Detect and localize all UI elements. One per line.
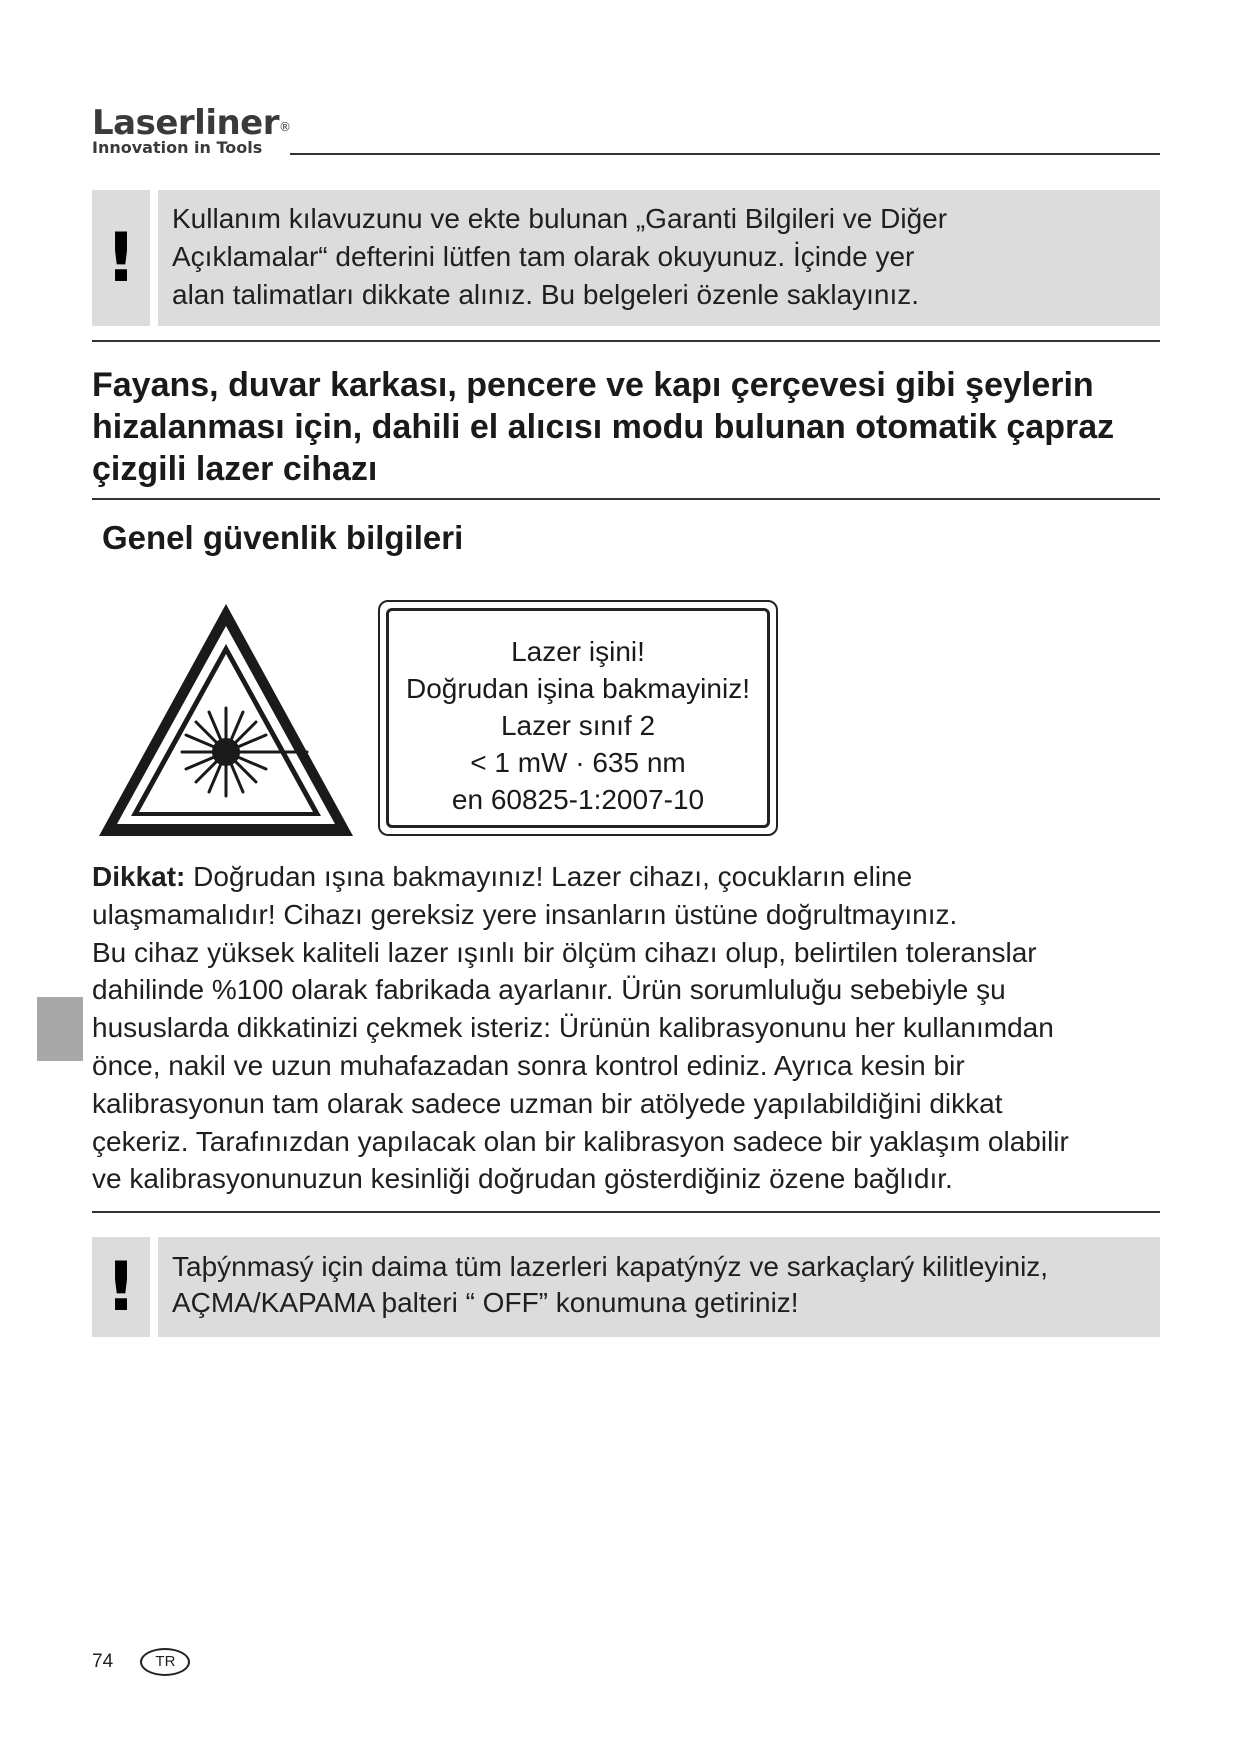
divider	[92, 498, 1160, 500]
notice-read-manual	[92, 190, 1160, 326]
body-line: kalibrasyonun tam olarak sadece uzman bir atölyede yapılabildiğini dikkat	[92, 1087, 1003, 1119]
body-line: dahilinde %100 olarak fabrikada ayarlanır. Ürün sorumluluğu sebebiyle şu	[92, 974, 1006, 1006]
language-badge: TR	[140, 1648, 190, 1676]
body-line: ulaşmamalıdır! Cihazı gereksiz yere insanların üstüne doğrultmayınız.	[92, 898, 958, 930]
exclamation-icon: !	[92, 1237, 150, 1337]
brand-logo	[92, 104, 291, 156]
notice-text	[158, 1237, 1160, 1337]
notice-line: Açıklamalar“ defterini lütfen tam olarak okuyunuz. İçinde yer	[172, 241, 915, 272]
safety-body-text	[92, 858, 1162, 1198]
body-line: çekeriz. Tarafınızdan yapılacak olan bir kalibrasyon sadece bir yaklaşım olabilir	[92, 1125, 1069, 1157]
divider	[92, 340, 1160, 342]
exclamation-icon: !	[92, 190, 150, 326]
notice-line: alan talimatları dikkate alınız. Bu belgeleri özenle saklayınız.	[172, 279, 920, 310]
body-line: önce, nakil ve uzun muhafazadan sonra kontrol ediniz. Ayrıca kesin bir	[92, 1049, 965, 1081]
header-rule	[290, 153, 1160, 155]
chapter-tab-marker	[37, 997, 83, 1061]
caution-keyword: Dikkat:	[92, 861, 186, 892]
brand-tagline: Innovation in Tools	[92, 138, 263, 157]
section-title: Genel güvenlik bilgileri	[102, 519, 464, 556]
notice-line: Taþýnmasý için daima tüm lazerleri kapatýnýz ve sarkaçlarý kilitleyiniz,	[172, 1251, 1049, 1282]
body-line: Bu cihaz yüksek kaliteli lazer ışınlı bir ölçüm cihazı olup, belirtilen toleranslar	[92, 936, 1037, 968]
notice-line: Kullanım kılavuzunu ve ekte bulunan „Garanti Bilgileri ve Diğer	[172, 203, 948, 234]
title-line: Fayans, duvar karkası, pencere ve kapı çerçevesi gibi şeylerin	[92, 366, 1094, 404]
laser-label-line: en 60825-1:2007-10	[451, 784, 705, 815]
title-line: hizalanması için, dahili el alıcısı modu bulunan otomatik çapraz	[92, 408, 1115, 446]
laser-label-line: Lazer işini!	[511, 636, 645, 667]
page-footer	[92, 1648, 190, 1676]
title-line: çizgili lazer cihazı	[92, 450, 378, 488]
divider	[92, 1211, 1160, 1213]
laser-hazard-icon	[95, 600, 357, 840]
body-line: ve kalibrasyonunuzun kesinliği doğrudan gösterdiğiniz özene bağlıdır.	[92, 1163, 953, 1195]
body-line: Dikkat: Doğrudan ışına bakmayınız! Lazer cihazı, çocukların eline	[92, 861, 913, 892]
notice-line: AÇMA/KAPAMA þalteri “ OFF” konumuna getiriniz!	[172, 1287, 799, 1318]
laser-class-label	[378, 600, 778, 836]
brand-name: Laserliner®	[92, 103, 291, 143]
notice-text	[158, 190, 1160, 326]
laser-label-line: < 1 mW · 635 nm	[470, 747, 686, 778]
page-number: 74	[92, 1651, 114, 1672]
page-title	[92, 364, 1167, 490]
laser-label-line: Doğrudan işina bakmayiniz!	[406, 673, 750, 704]
registered-mark: ®	[279, 120, 291, 134]
body-line: hususlarda dikkatinizi çekmek isteriz: Ürünün kalibrasyonunu her kullanımdan	[92, 1012, 1054, 1044]
notice-transport	[92, 1237, 1160, 1337]
laser-label-line: Lazer sınıf 2	[500, 710, 656, 741]
laser-label-text	[386, 608, 770, 828]
